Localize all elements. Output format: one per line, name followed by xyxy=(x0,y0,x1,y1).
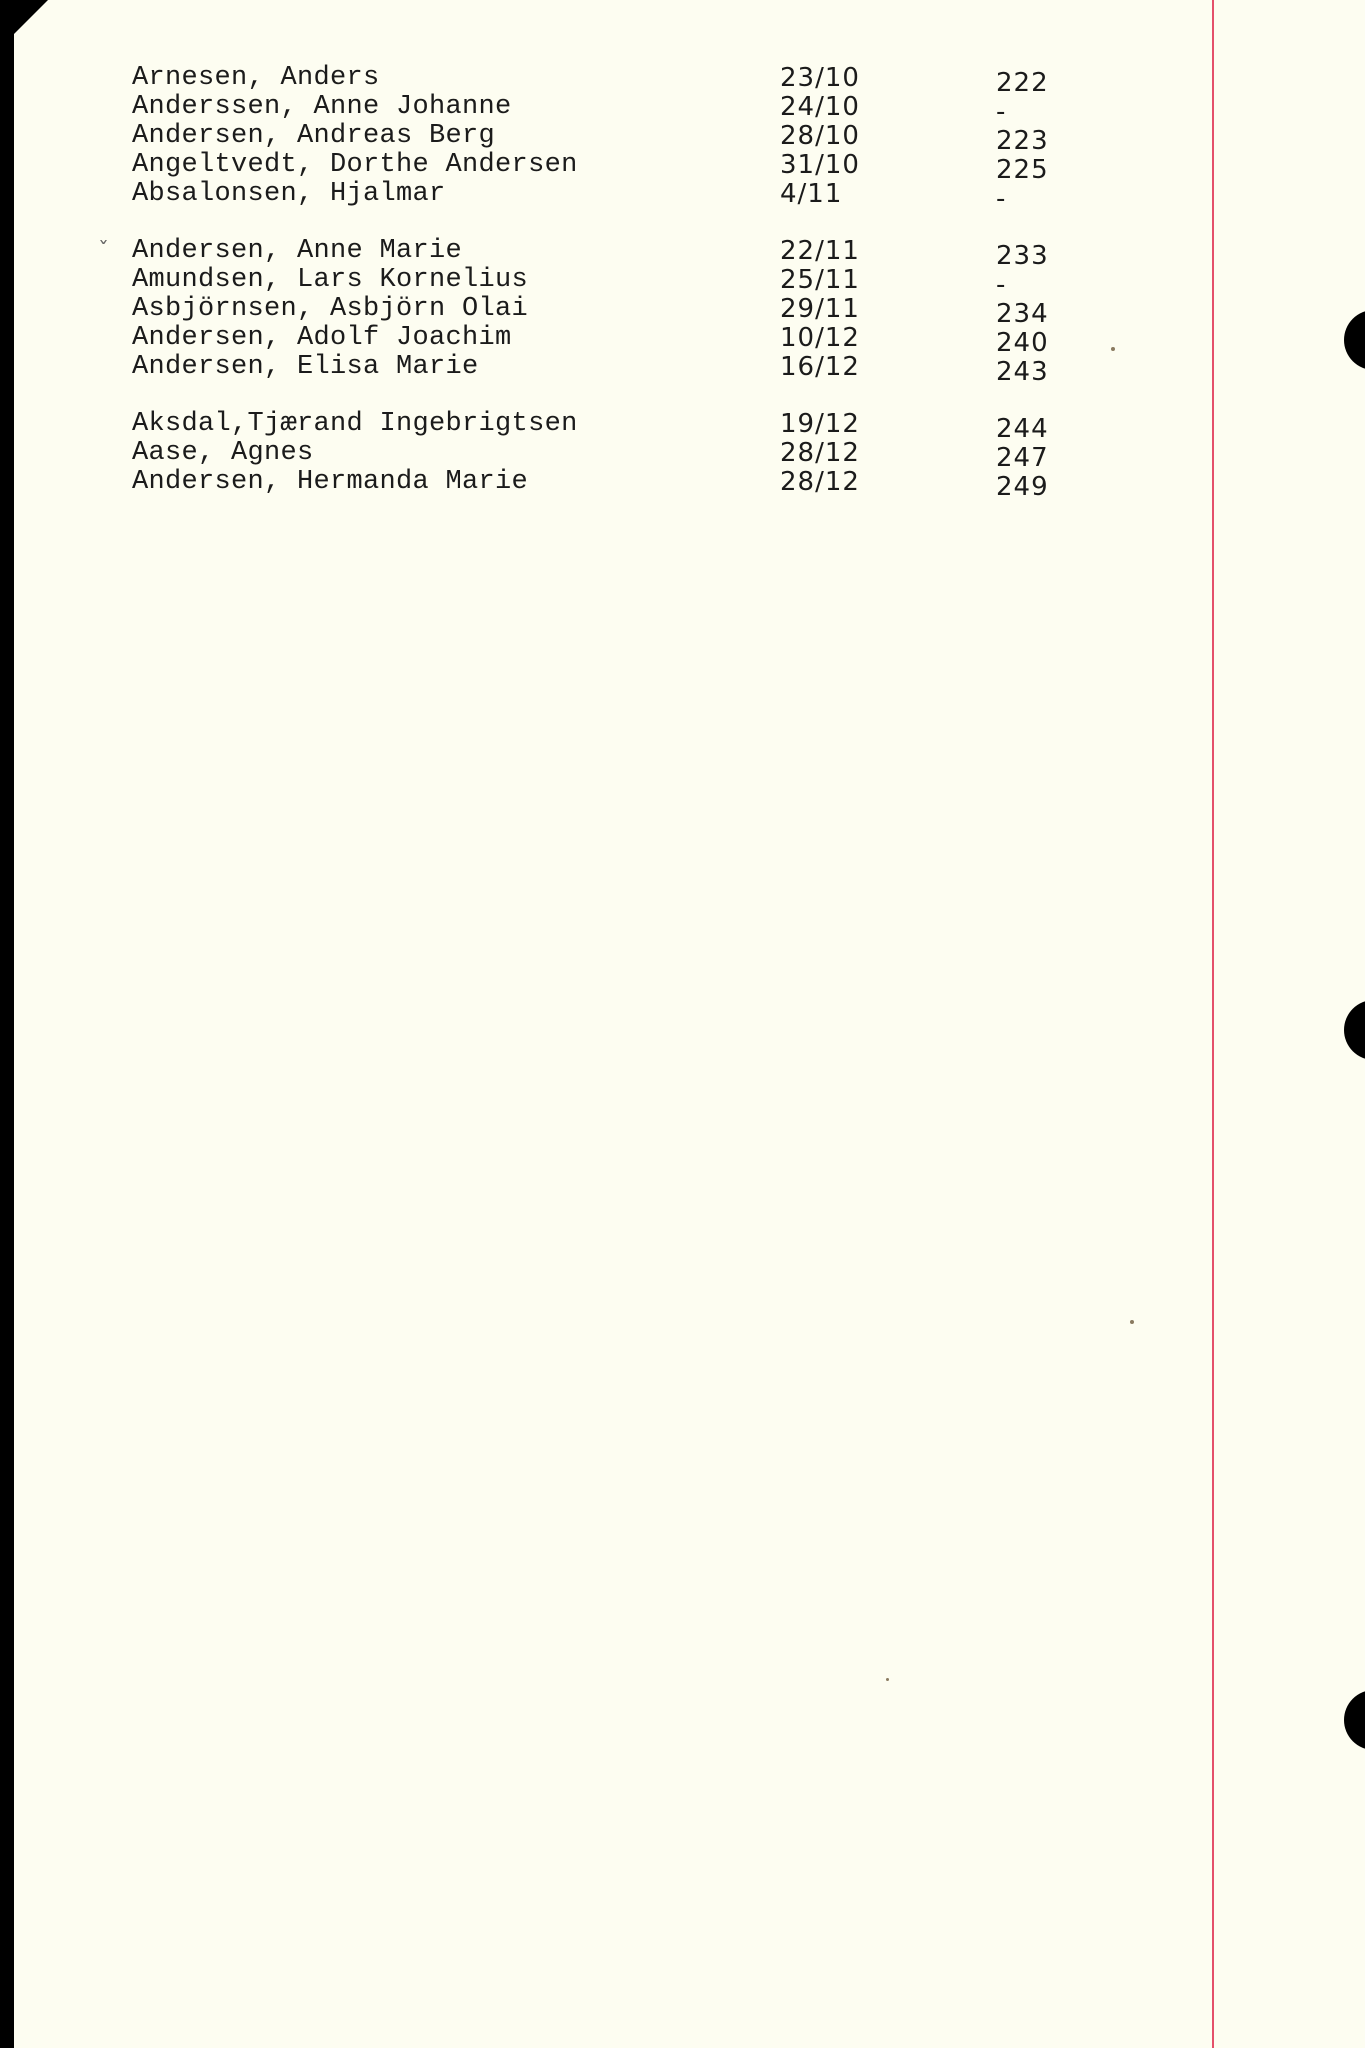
person-name: Arnesen, Anders xyxy=(132,63,380,93)
binder-hole xyxy=(1344,1000,1365,1060)
register-row xyxy=(14,467,1194,502)
entry-date: 28/12 xyxy=(780,467,860,497)
paper-speck xyxy=(1130,1320,1134,1324)
person-name: Andersen, Adolf Joachim xyxy=(132,323,512,353)
entry-number: 222 xyxy=(996,68,1049,98)
person-name: Andersen, Hermanda Marie xyxy=(132,467,529,497)
register-row xyxy=(14,92,1194,127)
entry-number: 249 xyxy=(996,472,1049,502)
register-row xyxy=(14,409,1194,444)
entry-number: - xyxy=(996,184,1007,214)
person-name: Andersen, Anne Marie xyxy=(132,236,463,266)
entry-date: 28/12 xyxy=(780,438,860,468)
person-name: Anderssen, Anne Johanne xyxy=(132,92,512,122)
entry-number: 247 xyxy=(996,443,1049,473)
register-row xyxy=(14,63,1194,98)
register-row xyxy=(14,121,1194,156)
register-row xyxy=(14,179,1194,214)
check-mark: ˇ xyxy=(98,239,110,264)
person-name: Amundsen, Lars Kornelius xyxy=(132,265,529,295)
document-page xyxy=(14,0,1365,2048)
person-name: Andersen, Andreas Berg xyxy=(132,121,496,151)
entry-number: - xyxy=(996,270,1007,300)
register-row xyxy=(14,236,1194,271)
entry-date: 4/11 xyxy=(780,179,843,209)
paper-speck xyxy=(1111,347,1115,351)
entry-date: 10/12 xyxy=(780,323,860,353)
person-name: Aase, Agnes xyxy=(132,438,314,468)
entry-number: 240 xyxy=(996,328,1049,358)
entry-date: 31/10 xyxy=(780,150,860,180)
register-entries xyxy=(14,64,1194,525)
entry-group-1 xyxy=(14,63,1194,214)
entry-group-2 xyxy=(14,236,1194,387)
register-row xyxy=(14,323,1194,358)
entry-number: 243 xyxy=(996,357,1049,387)
entry-number: 234 xyxy=(996,299,1049,329)
person-name: Asbjörnsen, Asbjörn Olai xyxy=(132,294,529,324)
person-name: Absalonsen, Hjalmar xyxy=(132,179,446,209)
register-row xyxy=(14,438,1194,473)
binder-hole xyxy=(1344,310,1365,370)
register-row xyxy=(14,294,1194,329)
entry-date: 29/11 xyxy=(780,294,860,324)
entry-number: 223 xyxy=(996,126,1049,156)
person-name: Andersen, Elisa Marie xyxy=(132,352,479,382)
entry-number: - xyxy=(996,97,1007,127)
register-row xyxy=(14,265,1194,300)
entry-date: 22/11 xyxy=(780,236,860,266)
person-name: Angeltvedt, Dorthe Andersen xyxy=(132,150,578,180)
entry-group-3 xyxy=(14,409,1194,502)
entry-number: 225 xyxy=(996,155,1049,185)
entry-date: 24/10 xyxy=(780,92,860,122)
paper-speck xyxy=(886,1678,889,1681)
binder-hole xyxy=(1344,1690,1365,1750)
entry-number: 233 xyxy=(996,241,1049,271)
entry-date: 25/11 xyxy=(780,265,860,295)
entry-number: 244 xyxy=(996,414,1049,444)
entry-date: 28/10 xyxy=(780,121,860,151)
page-corner-shadow xyxy=(14,0,48,34)
person-name: Aksdal,Tjærand Ingebrigtsen xyxy=(132,409,578,439)
register-row xyxy=(14,150,1194,185)
red-margin-line xyxy=(1212,0,1214,2048)
entry-date: 16/12 xyxy=(780,352,860,382)
entry-date: 19/12 xyxy=(780,409,860,439)
entry-date: 23/10 xyxy=(780,63,860,93)
register-row xyxy=(14,352,1194,387)
